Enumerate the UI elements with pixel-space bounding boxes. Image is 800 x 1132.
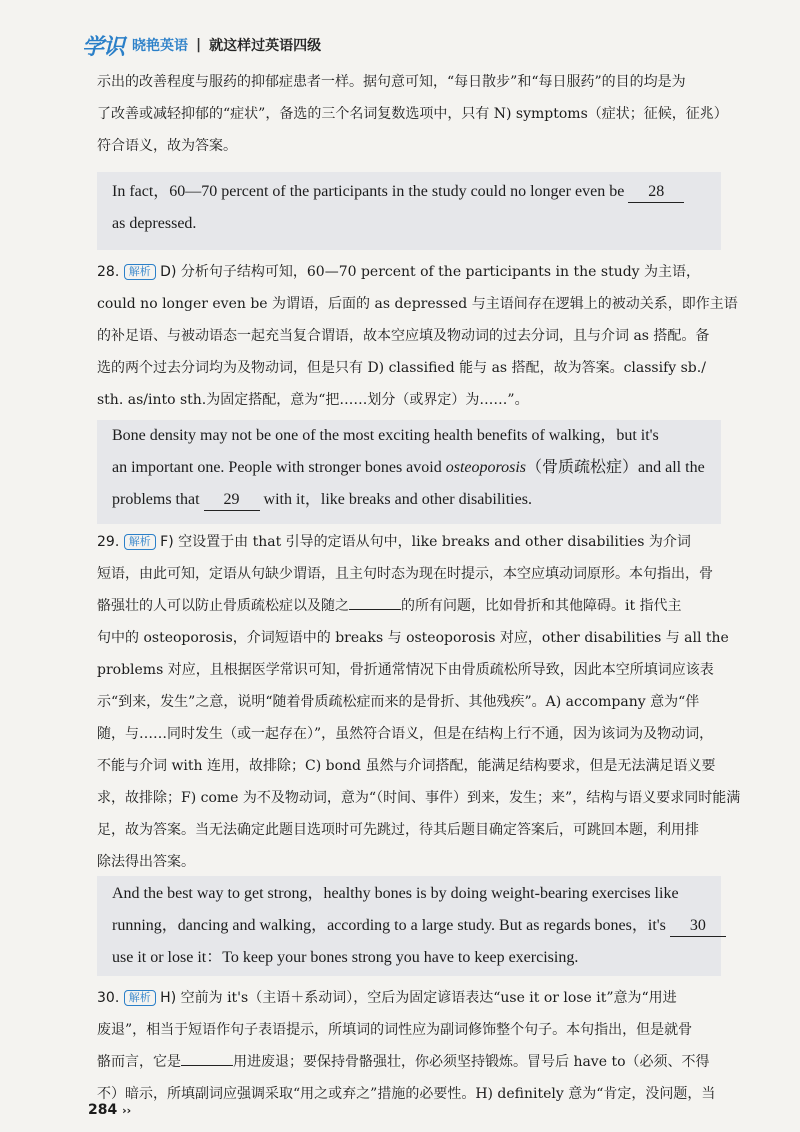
page-number: 284 [88,1102,118,1118]
header-separator: | [196,37,202,53]
book-title: 就这样过英语四级 [209,38,322,54]
inline-blank [181,1051,233,1066]
explanation-30 [97,982,721,1110]
text-line: 了改善或减轻抑郁的“症状”，备选的三个名词复数选项中，只有 N) symptoms（症状；征候，征兆） [97,106,728,122]
brand-logo: 学识 [82,34,125,60]
passage-text: use it or lose it：To keep your bones strong you have to keep exercising. [112,949,579,966]
passage-29 [112,420,712,516]
text-line: 随，与……同时发生（或一起存在）”，虽然符合语义，但是在结构上行不通，因为该词为及物动词， [97,726,714,742]
text-line: 足，故为答案。当无法确定此题目选项时可先跳过，待其后题目确定答案后，可跳回本题，利用排 [97,822,699,838]
answer-option: H) [160,990,177,1006]
answer-option: D) [160,264,177,280]
text-line: 空前为 it's（主语＋系动词），空后为固定谚语表达“use it or lose it”意为“用进 [180,990,677,1006]
passage-text: as depressed. [112,215,197,232]
explanation-29 [97,526,741,878]
text-line: 求，故排除；F) come 为不及物动词，意为“（时间、事件）到来，发生；来”，结构与语义要求同时能满 [97,790,741,806]
text-line: 骼强壮的人可以防止骨质疏松症以及随之 [97,598,349,614]
analysis-tag: 解析 [124,264,156,280]
text-line: 骼而言，它是 [97,1054,181,1070]
text-line: 废退”，相当于短语作句子表语提示，所填词的词性应为副词修饰整个句子。本句指出，但是就骨 [97,1022,693,1038]
text-line: 符合语义，故为答案。 [97,138,237,154]
text-line: 短语，由此可知，定语从句缺少谓语，且主句时态为现在时提示，本空应填动词原形。本句指出，骨 [97,566,713,582]
answer-option: F) [160,534,174,550]
passage-text: Bone density may not be one of the most exciting health benefits of walking，but it's [112,427,659,444]
text-line: sth. as/into sth.为固定搭配，意为“把……划分（或界定）为……”。 [97,392,529,408]
text-line: 除法得出答案。 [97,854,195,870]
text-line: problems 对应，且根据医学常识可知，骨折通常情况下由骨质疏松所导致，因此本空所填词应该表 [97,662,714,678]
next-arrow-icon: ›› [122,1104,132,1117]
question-number: 30. [97,990,120,1006]
blank-30: 30 [670,916,726,937]
text-line: 示出的改善程度与服药的抑郁症患者一样。据句意可知，“每日散步”和“每日服药”的目的均是为 [97,74,686,90]
text-line: 不能与介词 with 连用，故排除；C) bond 虽然与介词搭配，能满足结构要求，但是无法满足语义要 [97,758,716,774]
passage-text: （骨质疏松症）and all the [526,459,705,476]
passage-text: problems that [112,491,200,508]
text-line: 空设置于由 that 引导的定语从句中，like breaks and other disabilities 为介词 [178,534,691,550]
page-footer [88,1102,131,1118]
question-number: 29. [97,534,120,550]
passage-text: running，dancing and walking，according to a large study. But as regards bones，it's [112,917,666,934]
text-line: 的所有问题，比如骨折和其他障碍。it 指代主 [401,598,682,614]
explanation-28 [97,256,738,416]
passage-text: And the best way to get strong，healthy bones is by doing weight-bearing exercises like [112,885,679,902]
text-line: 选的两个过去分词均为及物动词，但是只有 D) classified 能与 as 搭配，故为答案。classify sb./ [97,360,706,376]
text-line: 分析句子结构可知，60—70 percent of the participants in the study 为主语， [180,264,701,280]
passage-28 [112,176,712,240]
inline-blank [349,595,401,610]
text-line: 不）暗示，所填副词应强调采取“用之或弃之”措施的必要性。H) definitely 意为“肯定，没问题，当 [97,1086,716,1102]
text-line: 的补足语、与被动语态一起充当复合谓语，故本空应填及物动词的过去分词，且与介词 as 搭配。备 [97,328,710,344]
passage-text: an important one. People with stronger bones avoid [112,459,446,476]
running-header [82,30,321,60]
text-line: 用进废退；要保持骨骼强壮，你必须坚持锻炼。冒号后 have to（必须、不得 [233,1054,710,1070]
passage-italic-term: osteoporosis [445,459,527,476]
text-line: could no longer even be 为谓语，后面的 as depressed 与主语间存在逻辑上的被动关系，即作主语 [97,296,738,312]
brand-name: 晓艳英语 [132,38,189,54]
passage-text: In fact，60—70 percent of the participants in the study could no longer even be [112,183,625,200]
blank-29: 29 [204,490,260,511]
analysis-tag: 解析 [124,990,156,1006]
intro-paragraph [97,66,728,162]
text-line: 句中的 osteoporosis，介词短语中的 breaks 与 osteoporosis 对应，other disabilities 与 all the [97,630,729,646]
passage-text: with it，like breaks and other disabilities. [263,491,532,508]
text-line: 示“到来，发生”之意，说明“随着骨质疏松症而来的是骨折、其他残疾”。A) accompany 意为“伴 [97,694,700,710]
passage-30 [112,878,712,974]
blank-28: 28 [628,182,684,203]
analysis-tag: 解析 [124,534,156,550]
question-number: 28. [97,264,120,280]
